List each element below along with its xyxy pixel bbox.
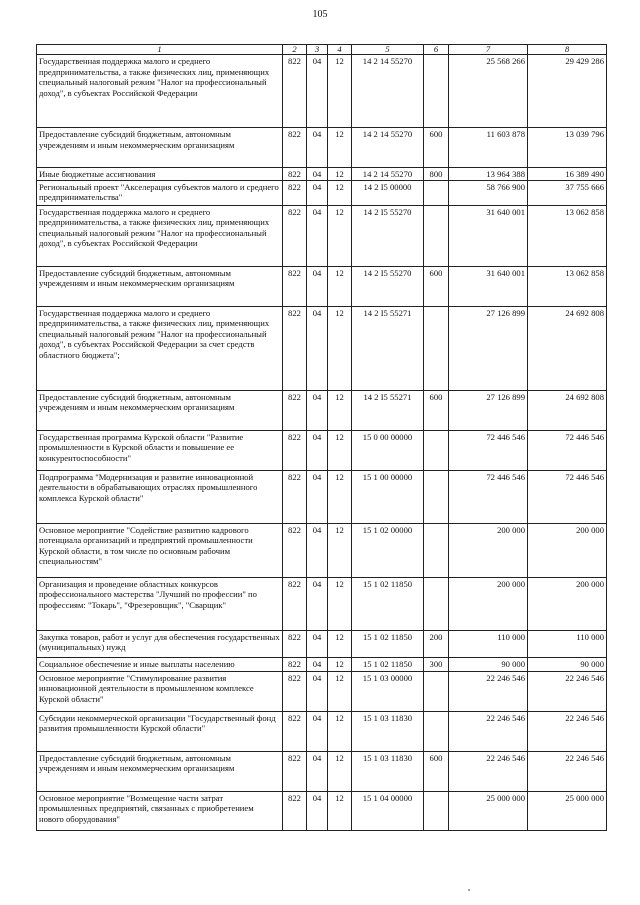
column-header-2: 2 [283, 45, 307, 55]
row-sum-2: 37 755 666 [528, 180, 607, 205]
row-sum-1: 22 246 546 [449, 711, 528, 751]
row-expense-type [424, 205, 449, 266]
row-target-code: 14 2 I5 00000 [352, 180, 424, 205]
row-subsection-code: 12 [328, 791, 352, 830]
row-expense-type [424, 306, 449, 390]
row-name: Закупка товаров, работ и услуг для обеспечения государственных (муниципальных) нужд [37, 630, 283, 657]
row-ministry-code: 822 [283, 306, 307, 390]
row-subsection-code: 12 [328, 168, 352, 181]
column-header-7: 7 [449, 45, 528, 55]
row-sum-1: 22 246 546 [449, 751, 528, 791]
column-header-8: 8 [528, 45, 607, 55]
row-section-code: 04 [307, 671, 328, 711]
row-section-code: 04 [307, 791, 328, 830]
row-subsection-code: 12 [328, 751, 352, 791]
row-expense-type [424, 671, 449, 711]
row-ministry-code: 822 [283, 180, 307, 205]
row-section-code: 04 [307, 751, 328, 791]
row-section-code: 04 [307, 430, 328, 470]
column-header-5: 5 [352, 45, 424, 55]
row-sum-2: 90 000 [528, 657, 607, 671]
row-ministry-code: 822 [283, 128, 307, 168]
row-sum-2: 24 692 808 [528, 390, 607, 430]
row-sum-1: 31 640 001 [449, 266, 528, 306]
row-sum-1: 13 964 388 [449, 168, 528, 181]
row-ministry-code: 822 [283, 751, 307, 791]
row-sum-2: 72 446 546 [528, 470, 607, 523]
row-expense-type: 600 [424, 128, 449, 168]
row-section-code: 04 [307, 390, 328, 430]
row-sum-1: 31 640 001 [449, 205, 528, 266]
table-row [37, 205, 607, 266]
row-target-code: 15 0 00 00000 [352, 430, 424, 470]
row-ministry-code: 822 [283, 55, 307, 128]
row-sum-1: 58 766 900 [449, 180, 528, 205]
row-name: Предоставление субсидий бюджетным, автономным учреждениям и иным некоммерческим организациям [37, 390, 283, 430]
row-sum-1: 200 000 [449, 523, 528, 577]
row-sum-2: 22 246 546 [528, 671, 607, 711]
row-target-code: 15 1 03 00000 [352, 671, 424, 711]
row-ministry-code: 822 [283, 791, 307, 830]
row-sum-1: 200 000 [449, 577, 528, 630]
row-sum-1: 27 126 899 [449, 306, 528, 390]
row-sum-2: 200 000 [528, 577, 607, 630]
row-target-code: 14 2 I5 55271 [352, 306, 424, 390]
row-ministry-code: 822 [283, 630, 307, 657]
row-subsection-code: 12 [328, 711, 352, 751]
row-target-code: 15 1 03 11830 [352, 711, 424, 751]
column-header-3: 3 [307, 45, 328, 55]
row-ministry-code: 822 [283, 390, 307, 430]
row-sum-1: 27 126 899 [449, 390, 528, 430]
row-section-code: 04 [307, 180, 328, 205]
row-section-code: 04 [307, 266, 328, 306]
row-name: Государственная поддержка малого и среднего предпринимательства, а также физических лиц, применяющих специальный налоговый режим "Налог на профессиональный доход", в субъектах Российской Федерации [37, 205, 283, 266]
row-target-code: 15 1 00 00000 [352, 470, 424, 523]
row-expense-type [424, 711, 449, 751]
row-expense-type [424, 523, 449, 577]
header-row [37, 45, 607, 55]
row-ministry-code: 822 [283, 711, 307, 751]
table-row [37, 55, 607, 128]
row-sum-2: 13 039 796 [528, 128, 607, 168]
row-ministry-code: 822 [283, 671, 307, 711]
row-name: Региональный проект "Акселерация субъектов малого и среднего предпринимательства" [37, 180, 283, 205]
row-subsection-code: 12 [328, 630, 352, 657]
row-name: Государственная программа Курской области "Развитие промышленности в Курской области и повышение ее конкурентоспособности" [37, 430, 283, 470]
row-section-code: 04 [307, 657, 328, 671]
row-subsection-code: 12 [328, 205, 352, 266]
row-sum-2: 13 062 858 [528, 205, 607, 266]
row-name: Государственная поддержка малого и среднего предпринимательства, а также физических лиц, применяющих специальный налоговый режим "Налог на профессиональный доход", в субъектах Российской Федерации за счет средств областного бюджета"; [37, 306, 283, 390]
column-header-4: 4 [328, 45, 352, 55]
row-expense-type: 600 [424, 390, 449, 430]
row-subsection-code: 12 [328, 671, 352, 711]
row-expense-type [424, 55, 449, 128]
row-ministry-code: 822 [283, 430, 307, 470]
row-sum-2: 13 062 858 [528, 266, 607, 306]
table-row [37, 630, 607, 657]
table-row [37, 791, 607, 830]
row-expense-type: 600 [424, 751, 449, 791]
row-target-code: 14 2 I5 55270 [352, 205, 424, 266]
row-section-code: 04 [307, 306, 328, 390]
row-sum-1: 22 246 546 [449, 671, 528, 711]
table-body [37, 55, 607, 831]
row-target-code: 15 1 02 11850 [352, 630, 424, 657]
row-subsection-code: 12 [328, 55, 352, 128]
row-expense-type [424, 791, 449, 830]
row-expense-type [424, 577, 449, 630]
row-sum-1: 25 000 000 [449, 791, 528, 830]
row-expense-type: 600 [424, 266, 449, 306]
row-name: Основное мероприятие "Возмещение части затрат промышленных предприятий, связанных с приобретением нового оборудования" [37, 791, 283, 830]
row-section-code: 04 [307, 630, 328, 657]
table-row [37, 470, 607, 523]
row-target-code: 14 2 14 55270 [352, 168, 424, 181]
table-row [37, 657, 607, 671]
table-row [37, 168, 607, 181]
row-sum-2: 110 000 [528, 630, 607, 657]
row-sum-2: 22 246 546 [528, 751, 607, 791]
row-section-code: 04 [307, 128, 328, 168]
row-ministry-code: 822 [283, 523, 307, 577]
row-target-code: 15 1 02 11850 [352, 577, 424, 630]
table-row [37, 128, 607, 168]
row-section-code: 04 [307, 523, 328, 577]
row-target-code: 14 2 I5 55270 [352, 266, 424, 306]
row-target-code: 14 2 14 55270 [352, 128, 424, 168]
table-row [37, 430, 607, 470]
row-ministry-code: 822 [283, 266, 307, 306]
table-row [37, 577, 607, 630]
row-name: Предоставление субсидий бюджетным, автономным учреждениям и иным некоммерческим организациям [37, 266, 283, 306]
row-name: Предоставление субсидий бюджетным, автономным учреждениям и иным некоммерческим организациям [37, 128, 283, 168]
row-target-code: 15 1 04 00000 [352, 791, 424, 830]
table-row [37, 180, 607, 205]
row-sum-2: 16 389 490 [528, 168, 607, 181]
row-section-code: 04 [307, 205, 328, 266]
row-expense-type: 200 [424, 630, 449, 657]
row-sum-2: 24 692 808 [528, 306, 607, 390]
row-sum-1: 90 000 [449, 657, 528, 671]
row-target-code: 15 1 02 11850 [352, 657, 424, 671]
table-row [37, 523, 607, 577]
row-subsection-code: 12 [328, 180, 352, 205]
row-target-code: 15 1 03 11830 [352, 751, 424, 791]
row-name: Организация и проведение областных конкурсов профессионального мастерства "Лучший по профессии" по профессиям: "Токарь", "Фрезеровщик", "Сварщик" [37, 577, 283, 630]
row-sum-1: 25 568 266 [449, 55, 528, 128]
column-header-1: 1 [37, 45, 283, 55]
row-name: Иные бюджетные ассигнования [37, 168, 283, 181]
row-expense-type [424, 180, 449, 205]
row-ministry-code: 822 [283, 657, 307, 671]
row-subsection-code: 12 [328, 306, 352, 390]
row-ministry-code: 822 [283, 168, 307, 181]
row-sum-1: 110 000 [449, 630, 528, 657]
row-ministry-code: 822 [283, 577, 307, 630]
margin-dot [468, 889, 470, 891]
row-sum-1: 11 603 878 [449, 128, 528, 168]
row-expense-type: 300 [424, 657, 449, 671]
row-ministry-code: 822 [283, 205, 307, 266]
row-subsection-code: 12 [328, 390, 352, 430]
row-expense-type [424, 470, 449, 523]
row-subsection-code: 12 [328, 128, 352, 168]
row-subsection-code: 12 [328, 657, 352, 671]
row-name: Государственная поддержка малого и среднего предпринимательства, а также физических лиц, применяющих специальный налоговый режим "Налог на профессиональный доход", в субъектах Российской Федерации [37, 55, 283, 128]
row-expense-type [424, 430, 449, 470]
row-name: Социальное обеспечение и иные выплаты населению [37, 657, 283, 671]
row-target-code: 14 2 I5 55271 [352, 390, 424, 430]
column-header-6: 6 [424, 45, 449, 55]
row-name: Предоставление субсидий бюджетным, автономным учреждениям и иным некоммерческим организациям [37, 751, 283, 791]
row-subsection-code: 12 [328, 266, 352, 306]
row-sum-2: 22 246 546 [528, 711, 607, 751]
row-section-code: 04 [307, 55, 328, 128]
row-section-code: 04 [307, 711, 328, 751]
row-subsection-code: 12 [328, 523, 352, 577]
row-subsection-code: 12 [328, 470, 352, 523]
row-ministry-code: 822 [283, 470, 307, 523]
row-sum-1: 72 446 546 [449, 470, 528, 523]
row-sum-1: 72 446 546 [449, 430, 528, 470]
table-row [37, 266, 607, 306]
row-sum-2: 25 000 000 [528, 791, 607, 830]
row-subsection-code: 12 [328, 577, 352, 630]
row-target-code: 14 2 14 55270 [352, 55, 424, 128]
row-name: Субсидии некоммерческой организации "Государственный фонд развития промышленности Курской области" [37, 711, 283, 751]
budget-table [36, 44, 607, 831]
row-target-code: 15 1 02 00000 [352, 523, 424, 577]
table-row [37, 751, 607, 791]
table-row [37, 671, 607, 711]
row-name: Основное мероприятие "Содействие развитию кадрового потенциала организаций и предприятий промышленности Курской области, в том числе по основным рабочим специальностям" [37, 523, 283, 577]
row-section-code: 04 [307, 470, 328, 523]
row-section-code: 04 [307, 577, 328, 630]
row-name: Подпрограмма "Модернизация и развитие инновационной деятельности в обрабатывающих отраслях промышленного комплекса Курской области" [37, 470, 283, 523]
row-expense-type: 800 [424, 168, 449, 181]
row-sum-2: 72 446 546 [528, 430, 607, 470]
row-sum-2: 200 000 [528, 523, 607, 577]
table-row [37, 306, 607, 390]
row-section-code: 04 [307, 168, 328, 181]
row-name: Основное мероприятие "Стимулирование развития инновационной деятельности в промышленном комплексе Курской области" [37, 671, 283, 711]
row-subsection-code: 12 [328, 430, 352, 470]
row-sum-2: 29 429 286 [528, 55, 607, 128]
page-number: 105 [312, 9, 328, 20]
table-row [37, 711, 607, 751]
table-row [37, 390, 607, 430]
